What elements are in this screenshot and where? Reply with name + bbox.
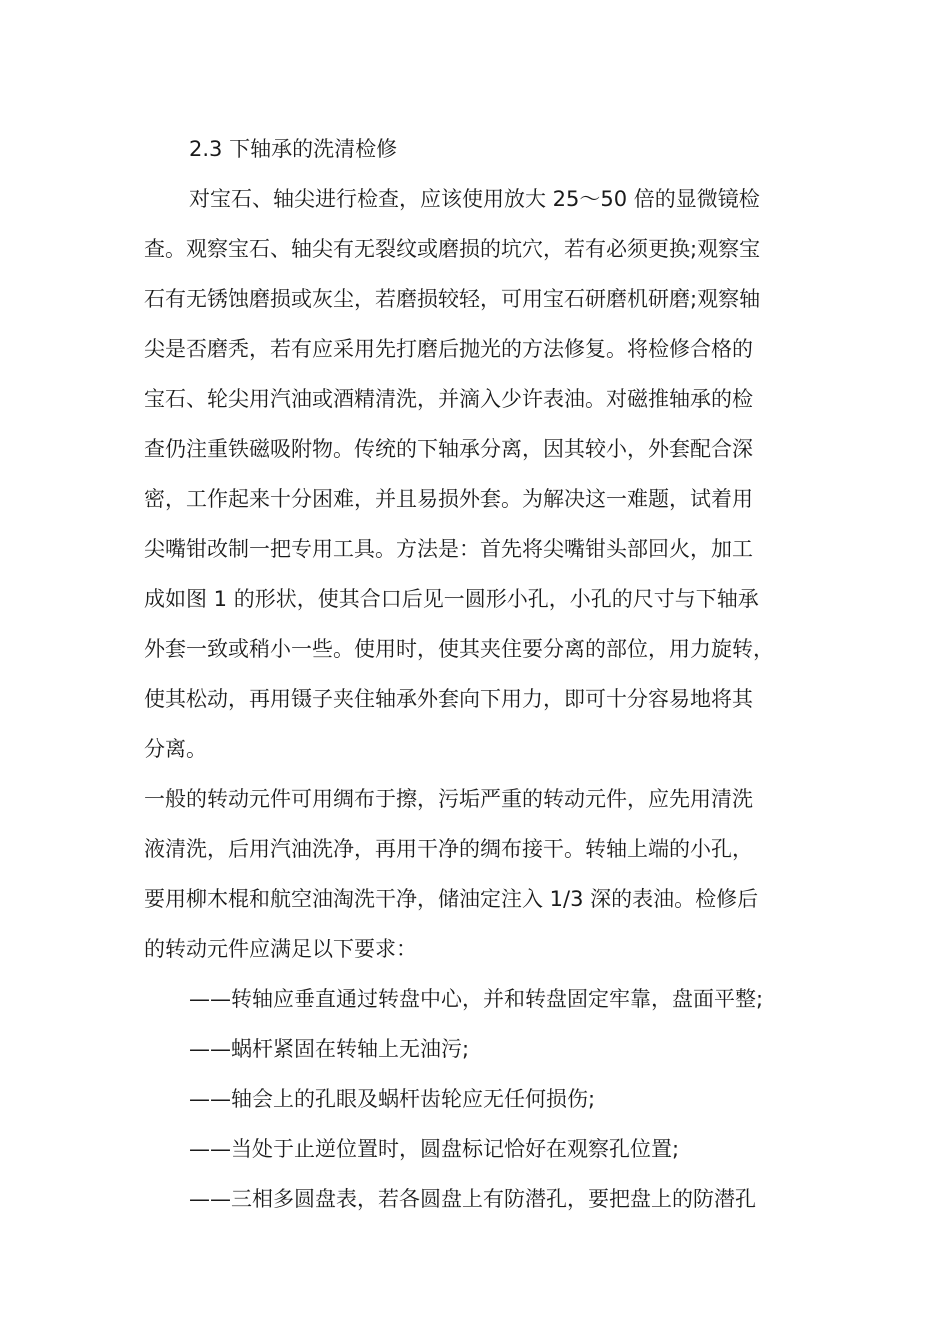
text-line: 石有无锈蚀磨损或灰尘，若磨损较轻，可用宝石研磨机研磨;观察轴 [144, 287, 761, 311]
list-item: ——当处于止逆位置时，圆盘标记恰好在观察孔位置; [189, 1137, 680, 1161]
text-line: 要用柳木棍和航空油淘洗干净，储油定注入 1/3 深的表油。检修后 [144, 887, 759, 911]
text-line: 尖是否磨秃，若有应采用先打磨后抛光的方法修复。将检修合格的 [144, 337, 753, 361]
text-line: 分离。 [144, 737, 207, 761]
text-line: 密，工作起来十分困难，并且易损外套。为解决这一难题，试着用 [144, 487, 753, 511]
list-item: ——转轴应垂直通过转盘中心，并和转盘固定牢靠，盘面平整; [189, 987, 764, 1011]
text-line: 液清洗，后用汽油洗净，再用干净的绸布接干。转轴上端的小孔， [144, 837, 753, 861]
text-line: 对宝石、轴尖进行检查，应该使用放大 25～50 倍的显微镜检 [189, 187, 760, 211]
text-line: 外套一致或稍小一些。使用时，使其夹住要分离的部位，用力旋转， [144, 637, 774, 661]
list-item: ——蜗杆紧固在转轴上无油污; [189, 1037, 470, 1061]
text-line: 一般的转动元件可用绸布于擦，污垢严重的转动元件，应先用清洗 [144, 787, 753, 811]
text-line: 使其松动，再用镊子夹住轴承外套向下用力，即可十分容易地将其 [144, 687, 753, 711]
text-line: 尖嘴钳改制一把专用工具。方法是：首先将尖嘴钳头部回火，加工 [144, 537, 753, 561]
text-line: 宝石、轮尖用汽油或酒精清洗，并滴入少许表油。对磁推轴承的检 [144, 387, 753, 411]
list-item: ——三相多圆盘表，若各圆盘上有防潜孔，要把盘上的防潜孔 [189, 1187, 756, 1211]
text-line: 查。观察宝石、轴尖有无裂纹或磨损的坑穴，若有必须更换;观察宝 [144, 237, 761, 261]
section-heading: 2.3 下轴承的洗清检修 [189, 137, 398, 161]
list-item: ——轴会上的孔眼及蜗杆齿轮应无任何损伤; [189, 1087, 596, 1111]
text-line: 成如图 1 的形状，使其合口后见一圆形小孔，小孔的尺寸与下轴承 [144, 587, 759, 611]
text-line: 查仍注重铁磁吸附物。传统的下轴承分离，因其较小，外套配合深 [144, 437, 753, 461]
text-line: 的转动元件应满足以下要求： [144, 937, 417, 961]
